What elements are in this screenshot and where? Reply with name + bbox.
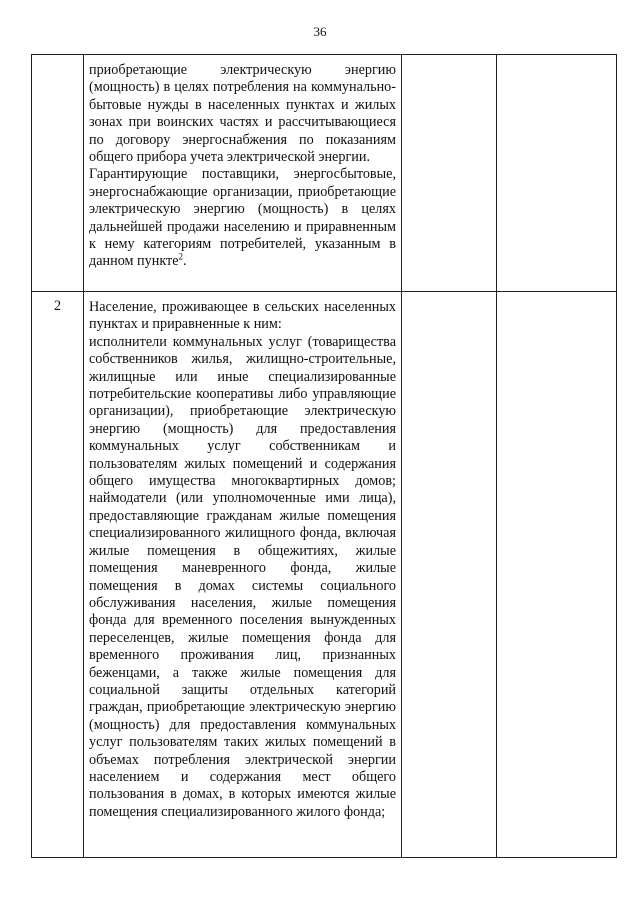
footnote-reference: 2 [178,251,184,262]
empty-cell [402,55,497,292]
description-paragraph-with-footnote [89,166,396,270]
empty-cell [402,292,497,858]
row-number-cell [32,55,84,292]
page-number: 36 [313,24,327,39]
row-number: 2 [53,298,62,314]
description-paragraph: приобретающие электрическую энергию (мощность) в целях потребления на коммунально-бытовые нужды в населенных пунктах и жилых зонах при воинских частях и рассчитывающиеся по договору энергоснабжения по показаниям общего прибора учета электрической энергии. [89,62,396,166]
tariff-table [31,54,617,858]
description-cell [84,292,402,858]
table-row [32,292,617,858]
empty-cell [497,292,617,858]
description-paragraph: исполнители коммунальных услуг (товарищества собственников жилья, жилищно-строительные, жилищные или иные специализированные потребительские кооперативы либо управляющие организации), приобретающие электрическую энергию (мощность) для предоставления коммунальных услуг собственникам и пользователям жилых помещений и содержания общего имущества многоквартирных домов; наймодатели (или уполномоченные ими лица), предоставляющие гражданам жилые помещения специализированного жилищного фонда, включая жилые помещения в общежитиях, жилые помещения маневренного фонда, жилые помещения в домах системы социального обслуживания населения, жилые помещения фонда для временного поселения вынужденных переселенцев, жилые помещения фонда для временного проживания лиц, признанных беженцами, а также жилые помещения для социальной защиты отдельных категорий граждан, приобретающие электрическую энергию (мощность) для предоставления коммунальных услуг пользователям таких жилых помещений в объемах потребления электрической энергии населением и содержания мест общего пользования в домах, в которых имеются жилые помещения специализированного жилого фонда; [89,333,396,820]
row-number-cell [32,292,84,858]
empty-cell [497,55,617,292]
description-paragraph: Население, проживающее в сельских населенных пунктах и приравненные к ним: [89,299,396,333]
description-cell [84,55,402,292]
table-row [32,55,617,292]
description-paragraph: Гарантирующие поставщики, энергосбытовые, энергоснабжающие организации, приобретающие электрическую энергию (мощность) в целях дальнейшей продажи населению и приравненным к нему категориям потребителей, указанным в данном пункте [89,166,396,270]
row-number [32,55,83,61]
trailing-punctuation: . [183,253,187,270]
